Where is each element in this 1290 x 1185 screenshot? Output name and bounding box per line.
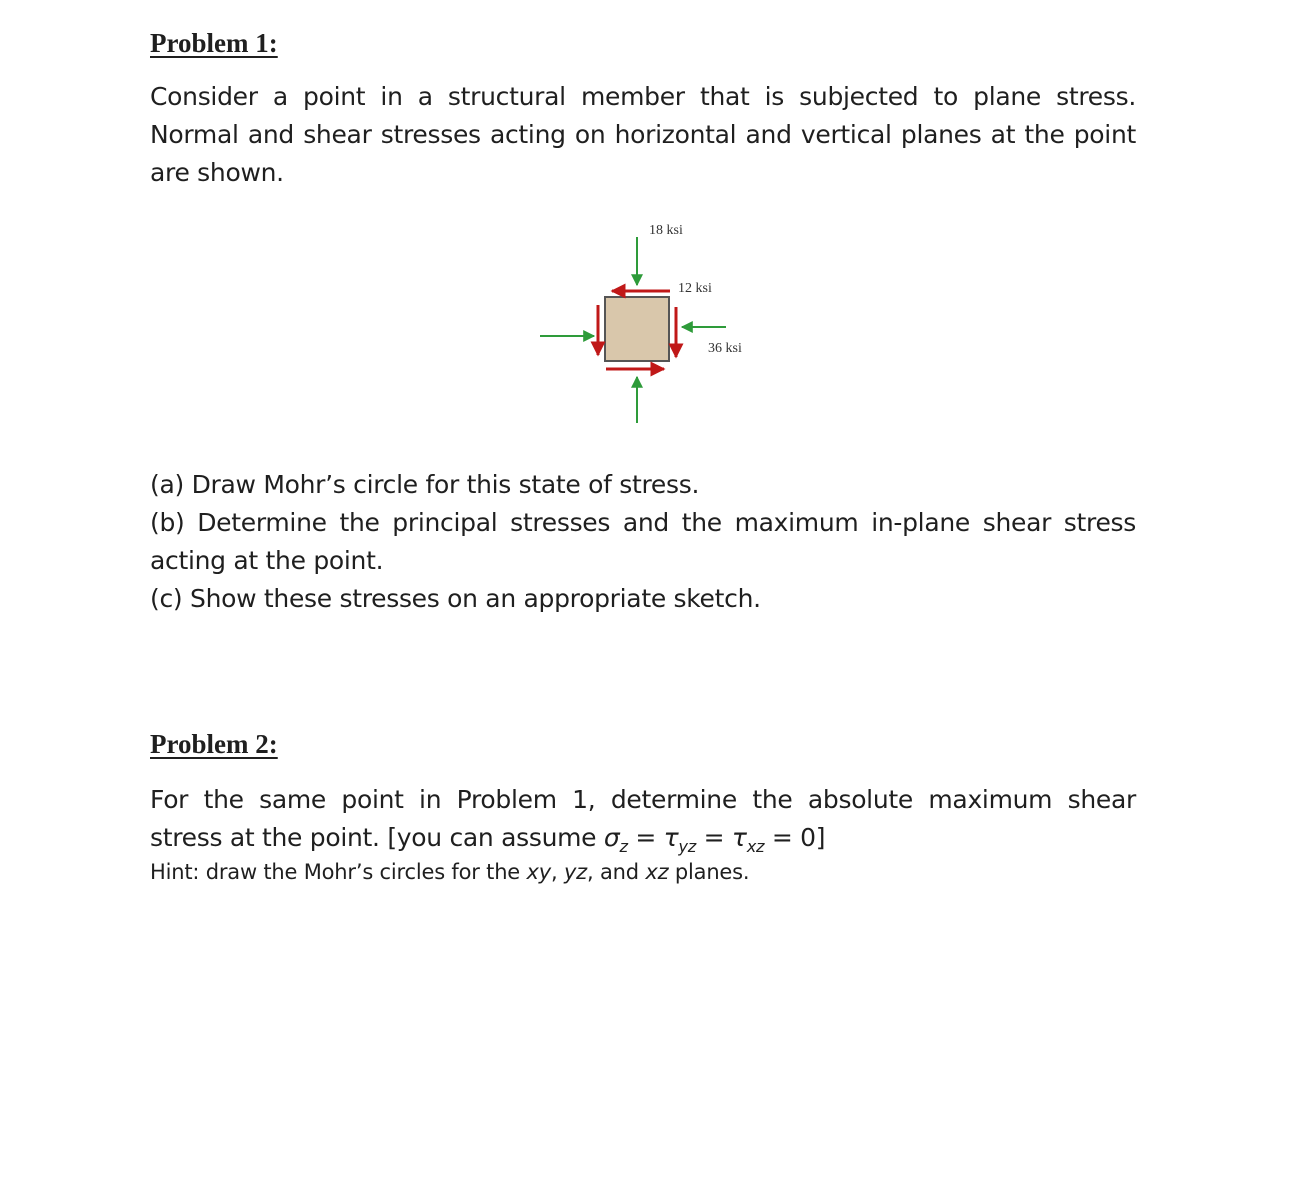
intro-line-1: Consider a point in a structural member that is subjected to plane stress. (150, 82, 1136, 111)
label-18-ksi: 18 ksi (649, 223, 683, 238)
hint-suffix: planes. (668, 860, 750, 884)
equals-2: = (695, 823, 732, 852)
tau-symbol-1: τ (663, 823, 679, 852)
task-b-line-2: acting at the point. (150, 546, 384, 575)
sigma-subscript: z (619, 837, 628, 856)
stress-element-figure (530, 215, 770, 435)
problem-2-line-1: For the same point in Problem 1, determine the absolute maximum shear (150, 785, 1136, 814)
problem-2-hint (150, 860, 749, 884)
problem-1-intro (150, 78, 1136, 192)
problem-2-body (150, 781, 1136, 866)
tau-1-subscript: yz (678, 837, 696, 856)
problem-2-line-2 (150, 819, 1136, 866)
task-c: (c) Show these stresses on an appropriate sketch. (150, 584, 761, 613)
sigma-symbol: σ (603, 823, 620, 852)
problem-2-heading: Problem 2: (150, 729, 278, 759)
hint-prefix: Hint: draw the Mohr’s circles for the (150, 860, 527, 884)
task-b-line-1: (b) Determine the principal stresses and the maximum in-plane shear stress (150, 508, 1136, 537)
problem-1-tasks (150, 466, 1136, 618)
line-2-prefix: stress at the point. [you can assume (150, 823, 604, 852)
equals-1: = (627, 823, 664, 852)
label-36-ksi: 36 ksi (708, 341, 742, 356)
hint-sep-1: , (550, 860, 564, 884)
task-a: (a) Draw Mohr’s circle for this state of stress. (150, 470, 700, 499)
plane-yz: yz (563, 860, 587, 884)
intro-line-2: Normal and shear stresses acting on horizontal and vertical planes at the point (150, 120, 1136, 149)
tau-2-subscript: xz (746, 837, 765, 856)
tau-symbol-2: τ (731, 823, 747, 852)
equals-zero: = 0] (764, 823, 826, 852)
hint-sep-2: , and (587, 860, 646, 884)
plane-xy: xy (526, 860, 551, 884)
intro-line-3: are shown. (150, 158, 284, 187)
problem-1-heading: Problem 1: (150, 28, 278, 58)
label-12-ksi: 12 ksi (678, 281, 712, 296)
stress-element-diagram (530, 215, 770, 435)
stress-element-square (605, 297, 669, 361)
plane-xz: xz (645, 860, 669, 884)
